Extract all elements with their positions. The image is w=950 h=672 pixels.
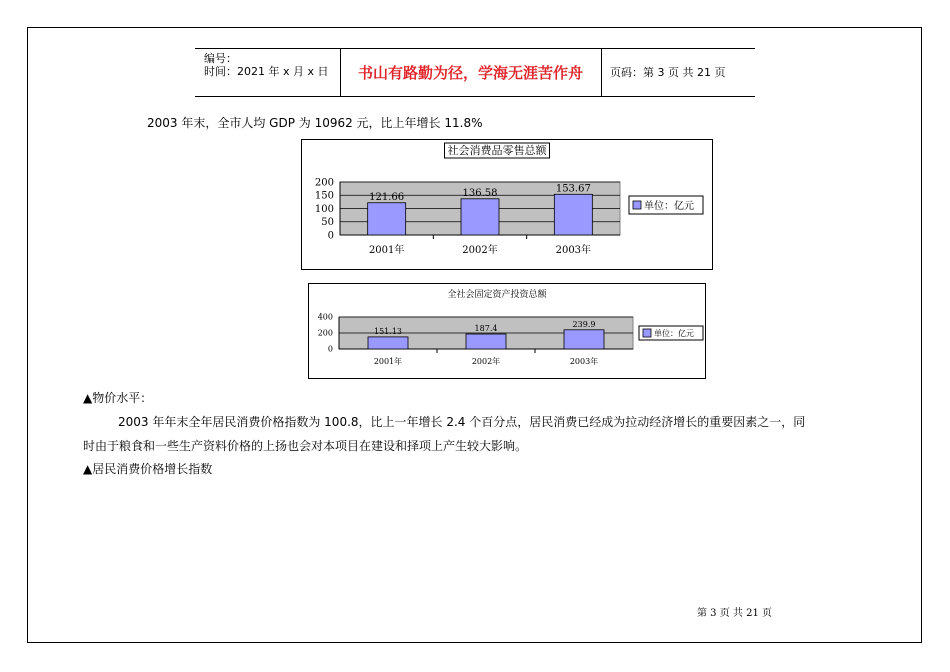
data-label: 121.66 (369, 191, 405, 203)
y-tick-label: 0 (327, 230, 334, 242)
data-label: 153.67 (555, 183, 591, 195)
header-bottom-rule (195, 96, 755, 97)
x-tick-label: 2003年 (555, 245, 592, 256)
legend-label: 单位：亿元 (644, 200, 694, 212)
y-tick-label: 50 (321, 217, 334, 229)
y-tick-label: 100 (314, 203, 334, 215)
footer-page-number: 第 3 页 共 21 页 (697, 608, 772, 619)
data-label: 239.9 (572, 319, 596, 329)
x-tick-label: 2002年 (462, 245, 498, 256)
bar (461, 199, 499, 235)
x-tick-label: 2001年 (373, 357, 403, 366)
header-motto: 书山有路勤为径，学海无涯苦作舟 (357, 63, 583, 82)
bar (564, 330, 604, 349)
bar (368, 337, 408, 349)
data-label: 187.4 (474, 324, 498, 334)
legend-swatch (643, 329, 651, 337)
header-meta (204, 52, 329, 78)
time-label: 时间：2021 年 x 月 x 日 (204, 65, 329, 78)
header-page-info: 页码：第 3 页 共 21 页 (610, 66, 726, 79)
y-tick-label: 0 (327, 344, 333, 354)
price-paragraph-line: 2003 年年末全年居民消费价格指数为 100.8，比上一年增长 2.4 个百分点，居民消费已经成为拉动经济增长的重要因素之一，同 (118, 415, 806, 429)
fixed-investment-chart (308, 283, 706, 379)
price-heading: ▲物价水平： (83, 391, 153, 405)
chart-title: 全社会固定资产投资总额 (447, 290, 547, 300)
retail-sales-chart (301, 139, 713, 270)
retail-sales-chart-svg (302, 140, 712, 269)
cpi-heading: ▲居民消费价格增长指数 (83, 462, 213, 476)
gdp-line: 2003 年末，全市人均 GDP 为 10962 元，比上年增长 11.8% (147, 116, 483, 130)
y-tick-label: 400 (317, 312, 333, 322)
chart-title: 社会消费品零售总额 (447, 144, 547, 157)
y-tick-label: 150 (314, 190, 334, 202)
data-label: 136.58 (462, 187, 498, 199)
legend-label: 单位：亿元 (654, 329, 694, 339)
serial-label: 编号： (204, 52, 237, 65)
data-label: 151.13 (374, 326, 402, 336)
bar (466, 334, 506, 349)
y-tick-label: 200 (314, 177, 334, 189)
x-tick-label: 2001年 (368, 245, 405, 256)
bar (368, 203, 406, 235)
y-tick-label: 200 (317, 328, 333, 338)
header-divider (601, 48, 602, 96)
legend-swatch (633, 201, 641, 209)
price-paragraph-line: 时由于粮食和一些生产资料价格的上扬也会对本项目在建设和择项上产生较大影响。 (83, 439, 528, 453)
x-tick-label: 2002年 (471, 357, 501, 366)
fixed-investment-chart-svg (309, 284, 705, 378)
bar (554, 194, 592, 235)
x-tick-label: 2003年 (569, 357, 599, 366)
